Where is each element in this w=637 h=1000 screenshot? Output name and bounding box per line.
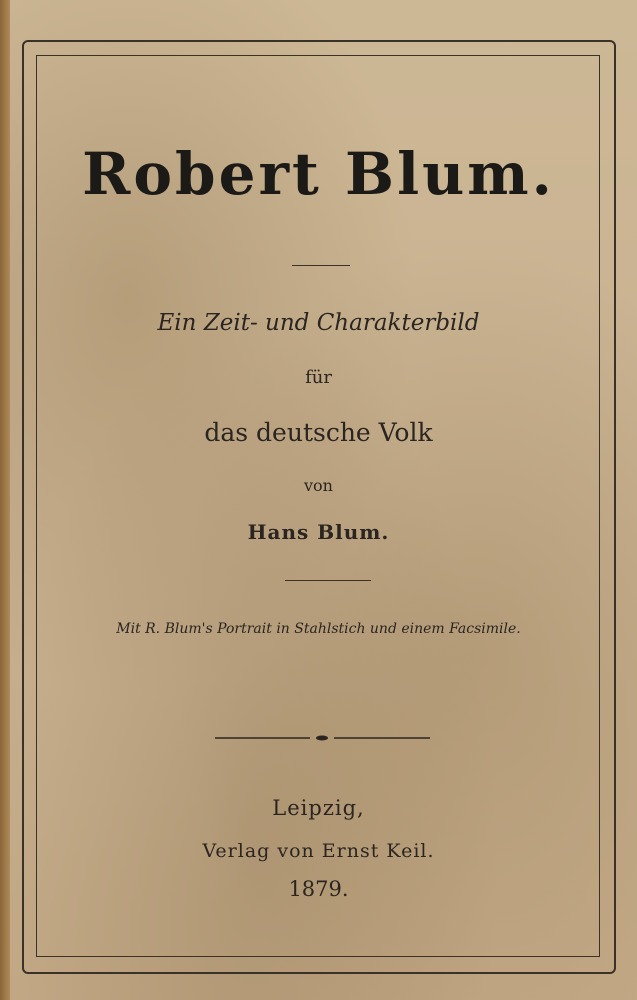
ornamental-rule [215,735,430,741]
book-title: Robert Blum. [82,140,555,208]
by-word: von [304,476,333,495]
audience-line: das deutsche Volk [204,418,433,447]
author-divider [285,580,371,581]
portrait-note: Mit R. Blum's Portrait in Stahlstich und einem Facsimile. [116,621,521,637]
publication-place: Leipzig, [272,796,365,820]
for-word: für [305,367,332,388]
title-divider [292,265,350,266]
author-name: Hans Blum. [247,520,390,544]
publication-year: 1879. [288,877,349,901]
publisher: Verlag von Ernst Keil. [202,840,435,862]
subtitle: Ein Zeit- und Charakterbild [157,310,480,336]
